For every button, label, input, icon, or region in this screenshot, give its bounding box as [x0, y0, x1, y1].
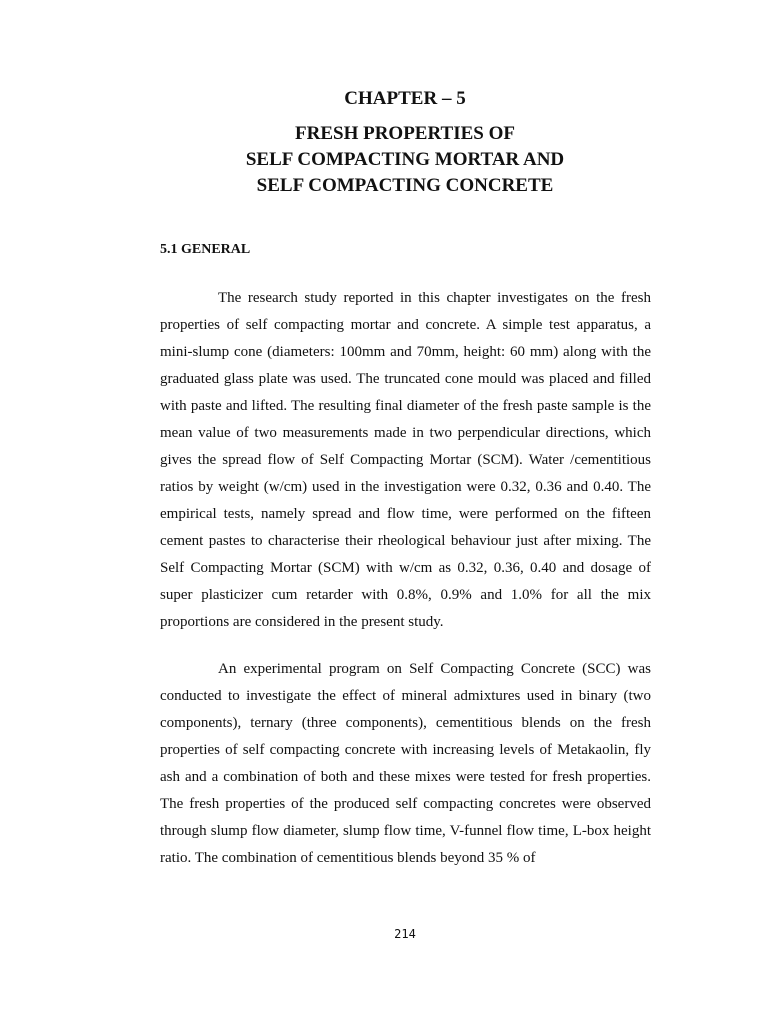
chapter-subtitle-line: SELF COMPACTING CONCRETE: [256, 175, 554, 196]
page-number: 214: [394, 927, 416, 941]
chapter-title: CHAPTER – 5: [344, 88, 466, 109]
body-paragraph: The research study reported in this chapter investigates on the fresh properties of self compacting mortar and concrete. A simple test apparatus, a mini-slump cone (diameters: 100mm and 70mm, height: 60 mm) along with the graduated glass plate was used. The truncated cone mould was placed and filled with paste and lifted. The resulting final diameter of the fresh paste sample is the mean value of two measurements made in two perpendicular directions, which gives the spread flow of Self Compacting Mortar (SCM). Water /cementitious ratios by weight (w/cm) used in the investigation were 0.32, 0.36 and 0.40. The empirical tests, namely spread and flow time, were performed on the fifteen cement pastes to characterise their rheological behaviour just after mixing. The Self Compacting Mortar (SCM) with w/cm as 0.32, 0.36, 0.40 and dosage of super plasticizer cum retarder with 0.8%, 0.9% and 1.0% for all the mix proportions are considered in the present study.: [160, 290, 651, 630]
section-heading: 5.1 GENERAL: [160, 242, 251, 257]
body-paragraph: An experimental program on Self Compacting Concrete (SCC) was conducted to investigate the effect of mineral admixtures used in binary (two components), ternary (three components), cementitious blends on the fresh properties of self compacting concrete with increasing levels of Metakaolin, fly ash and a combination of both and these mixes were tested for fresh properties. The fresh properties of the produced self compacting concretes were observed through slump flow diameter, slump flow time, V-funnel flow time, L-box height ratio. The combination of cementitious blends beyond 35 % of: [160, 661, 651, 866]
chapter-subtitle: [0, 121, 768, 199]
chapter-subtitle-line: FRESH PROPERTIES OF: [295, 123, 515, 144]
chapter-subtitle-line: SELF COMPACTING MORTAR AND: [245, 149, 565, 170]
